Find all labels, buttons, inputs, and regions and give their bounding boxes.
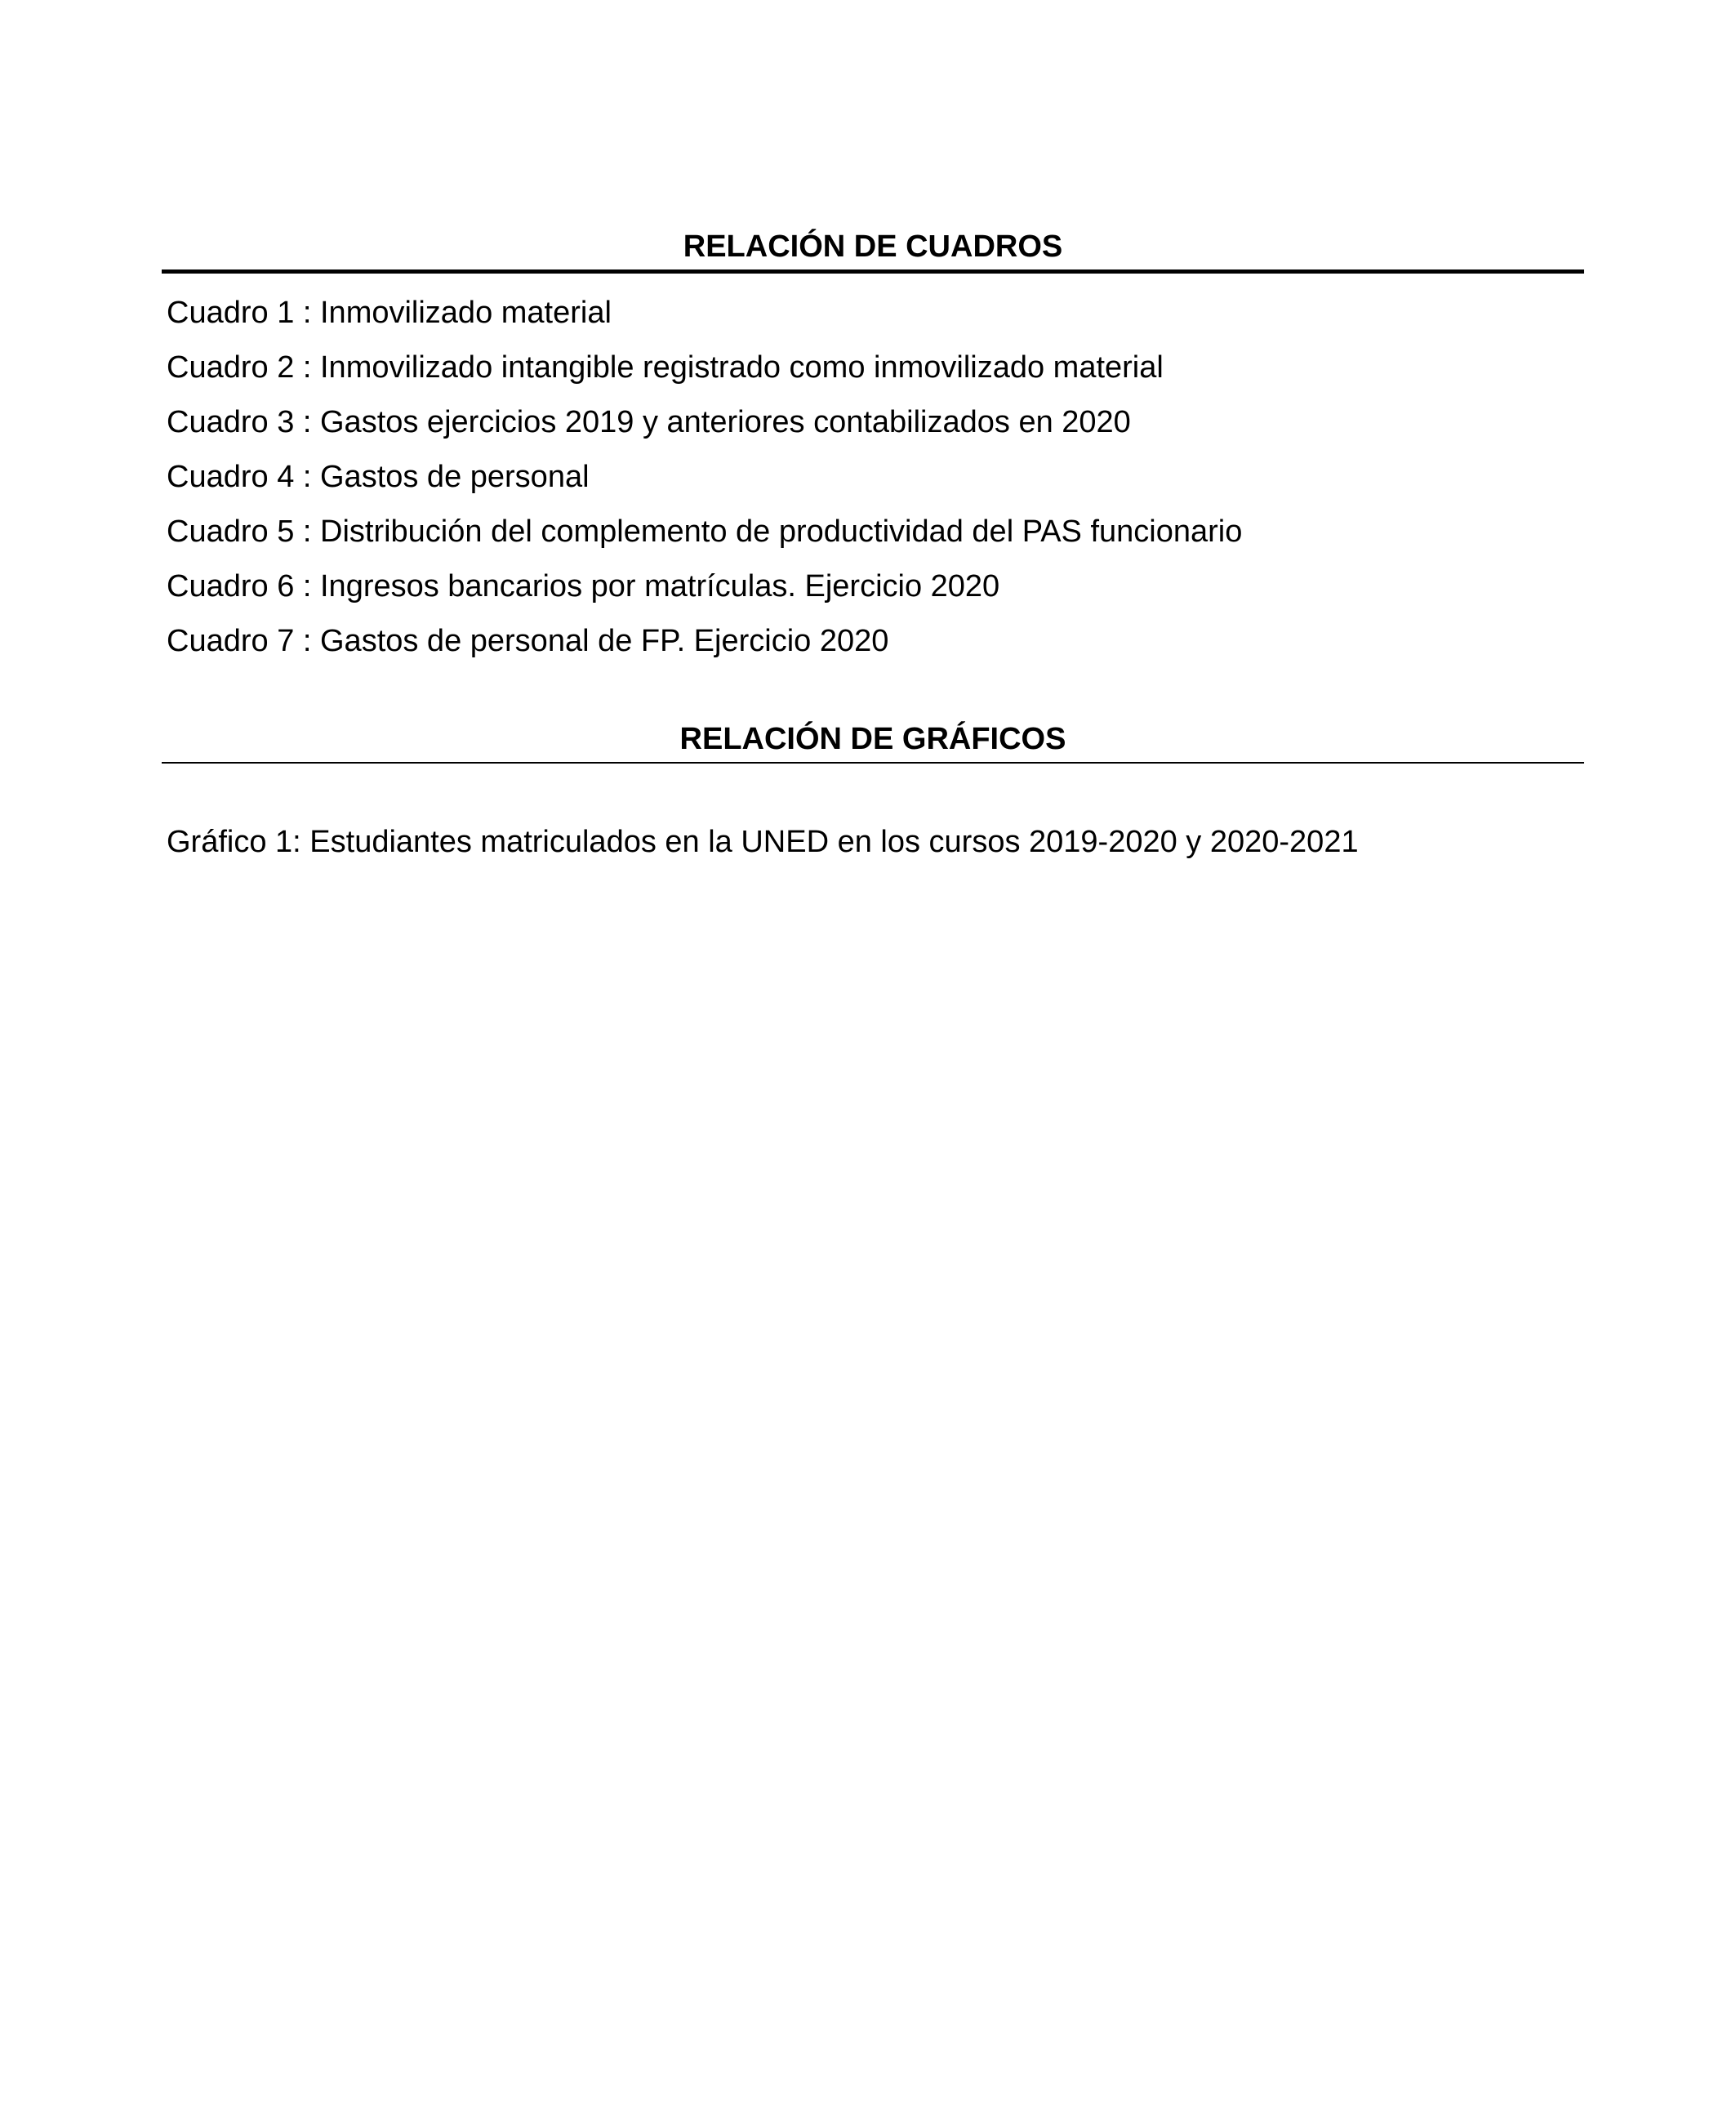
graficos-section (162, 721, 1584, 870)
graficos-heading: RELACIÓN DE GRÁFICOS (679, 722, 1066, 756)
cuadro-item-3: Cuadro 3 : Gastos ejercicios 2019 y anteriores contabilizados en 2020 (167, 405, 1131, 439)
graficos-heading-rule (162, 762, 1584, 764)
cuadros-heading: RELACIÓN DE CUADROS (683, 229, 1063, 264)
cuadros-heading-rule (162, 269, 1584, 274)
graficos-list (162, 815, 1584, 870)
cuadro-item-2: Cuadro 2 : Inmovilizado intangible registrado como inmovilizado material (167, 350, 1164, 385)
cuadro-item-4: Cuadro 4 : Gastos de personal (167, 460, 590, 494)
cuadro-item-7: Cuadro 7 : Gastos de personal de FP. Ejercicio 2020 (167, 624, 889, 658)
cuadros-section (162, 229, 1584, 669)
grafico-item-1: Gráfico 1: Estudiantes matriculados en la UNED en los cursos 2019-2020 y 2020-2021 (167, 825, 1359, 859)
cuadros-list (162, 286, 1584, 669)
cuadro-item-1: Cuadro 1 : Inmovilizado material (167, 296, 612, 330)
cuadro-item-6: Cuadro 6 : Ingresos bancarios por matrículas. Ejercicio 2020 (167, 569, 1000, 603)
cuadro-item-5: Cuadro 5 : Distribución del complemento de productividad del PAS funcionario (167, 514, 1243, 549)
